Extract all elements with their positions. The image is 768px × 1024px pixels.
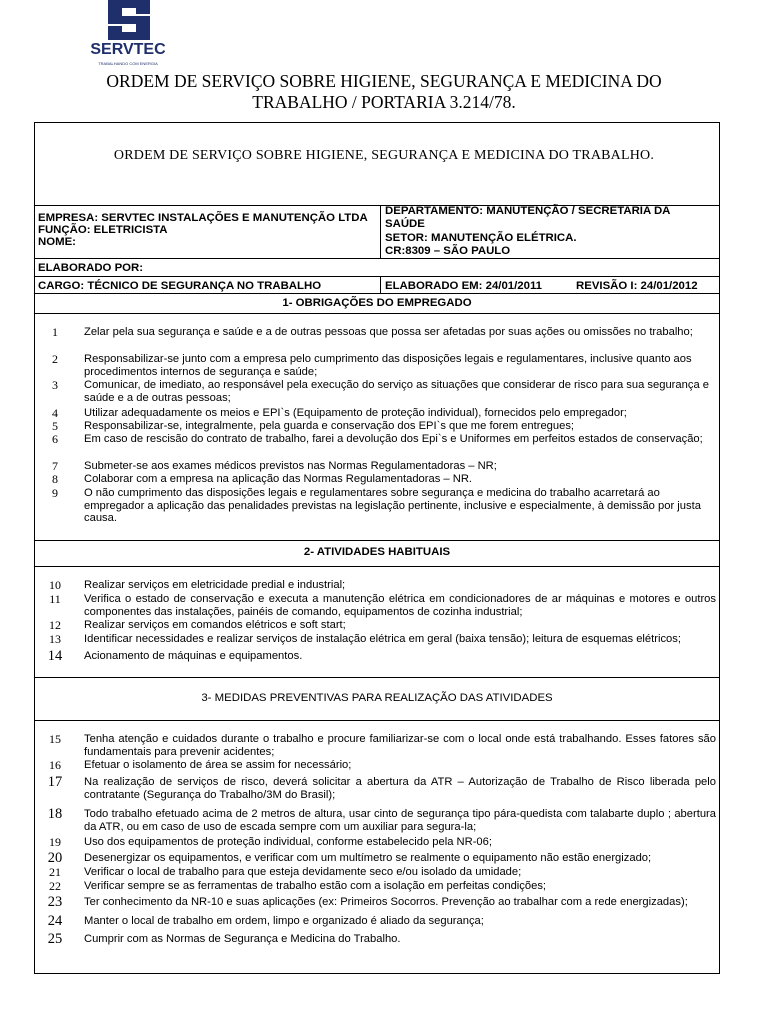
item-number: 21 (49, 865, 61, 879)
item-text: Responsabilizar-se junto com a empresa pelo cumprimento das disposições legais e regulamentares, inclusive quanto aos procedimentos internos de segurança e saúde; (84, 353, 692, 378)
funcao-field: FUNÇÃO: ELETRICISTA (38, 224, 168, 236)
item-text: Em caso de rescisão do contrato de trabalho, farei a devolução dos Epi`s e Uniformes em perfeitos estados de conservação; (84, 433, 703, 445)
servtec-logo (88, 0, 168, 68)
divider (34, 276, 720, 277)
item-text: Todo trabalho efetuado acima de 2 metros de altura, usar cinto de segurança tipo pára-quedista com talabarte duplo ; abertura da ATR, ou em caso de uso de escada sempre com um auxiliar para segura-la; (84, 808, 716, 833)
divider (34, 293, 720, 294)
item-number: 19 (49, 835, 61, 849)
divider (34, 313, 720, 314)
item-number: 22 (49, 879, 61, 893)
divider (34, 258, 720, 259)
item-number: 23 (47, 894, 63, 910)
item-text: Manter o local de trabalho em ordem, limpo e organizado é aliado da segurança; (84, 915, 484, 927)
item-number: 25 (47, 931, 63, 947)
item-text: Efetuar o isolamento de área se assim for necessário; (84, 759, 352, 771)
elaborado-por-field: ELABORADO POR: (38, 262, 144, 274)
item-text: Identificar necessidades e realizar serviços de instalação elétrica em geral (baixa tensão); leitura de esquemas elétricos; (84, 633, 681, 645)
item-text: Na realização de serviços de risco, deverá solicitar a abertura da ATR – Autorização de Trabalho de Risco liberada pelo contratante (Segurança do Trabalho/3M do Brasil); (84, 776, 716, 801)
cargo-field: CARGO: TÉCNICO DE SEGURANÇA NO TRABALHO (38, 280, 322, 292)
item-number: 12 (49, 618, 61, 632)
revisao-field: REVISÃO I: 24/01/2012 (576, 280, 698, 292)
item-text: Realizar serviços em comandos elétricos e soft start; (84, 619, 346, 631)
departamento-field-line-2: SAÚDE (385, 218, 425, 230)
form-title: ORDEM DE SERVIÇO SOBRE HIGIENE, SEGURANÇA E MEDICINA DO TRABALHO. (113, 148, 655, 163)
section-1-title: 1- OBRIGAÇÕES DO EMPREGADO (282, 297, 472, 309)
item-number: 2 (52, 352, 58, 366)
item-text: Cumprir com as Normas de Segurança e Medicina do Trabalho. (84, 933, 401, 945)
item-text: Comunicar, de imediato, ao responsável pela execução do serviço as situações que considerar de risco para sua segurança e saúde e a de outras pessoas; (84, 379, 709, 404)
item-text: Verifica o estado de conservação e executa a manutenção elétrica em condicionadores de ar máquinas e motores e outros componentes das instalações, painéis de comando, equipamentos de cozinha industrial; (84, 593, 716, 618)
item-number: 16 (49, 758, 61, 772)
logo-tagline: TRABALHANDO COM ENERGIA (98, 61, 158, 66)
item-text: Tenha atenção e cuidados durante o trabalho e procure familiarizar-se com o local onde está trabalhando. Esses fatores são fundamentais para prevenir acidentes; (84, 733, 716, 758)
item-text: Verificar sempre se as ferramentas de trabalho estão com a isolação em perfeitas condições; (84, 880, 547, 892)
page-title-line-2: TRABALHO / PORTARIA 3.214/78. (252, 92, 516, 112)
section-2-title: 2- ATIVIDADES HABITUAIS (303, 546, 451, 558)
section-3-title: 3- MEDIDAS PREVENTIVAS PARA REALIZAÇÃO DAS ATIVIDADES (201, 692, 553, 704)
servtec-logo-mark-icon (106, 0, 150, 40)
item-number: 18 (47, 806, 63, 822)
item-text: Realizar serviços em eletricidade predial e industrial; (84, 579, 346, 591)
item-number: 1 (52, 325, 58, 339)
item-text: Desenergizar os equipamentos, e verificar com um multímetro se realmente o equipamento não estão energizado; (84, 852, 652, 864)
divider (34, 540, 720, 541)
page-title (20, 71, 748, 113)
divider (380, 276, 381, 293)
divider (34, 566, 720, 567)
item-number: 11 (49, 592, 61, 606)
departamento-field-line-1: DEPARTAMENTO: MANUTENÇÃO / SECRETARIA DA (385, 205, 671, 217)
item-text: Ter conhecimento da NR-10 e suas aplicações (ex: Primeiros Socorros. Prevenção ao trabalhar com a rede energizadas); (84, 896, 688, 908)
item-text: Responsabilizar-se, integralmente, pela guarda e conservação dos EPI`s que me forem entregues; (84, 420, 575, 432)
item-text: Submeter-se aos exames médicos previstos nas Normas Regulamentadoras – NR; (84, 460, 497, 472)
item-text: Colaborar com a empresa na aplicação das Normas Regulamentadoras – NR. (84, 473, 473, 485)
item-number: 6 (52, 432, 58, 446)
item-number: 4 (52, 406, 58, 420)
item-number: 15 (49, 732, 61, 746)
item-text: Acionamento de máquinas e equipamentos. (84, 650, 303, 662)
item-number: 9 (52, 486, 58, 500)
item-number: 20 (47, 850, 63, 866)
divider (34, 677, 720, 678)
item-number: 14 (47, 648, 63, 664)
cr-field: CR:8309 – SÃO PAULO (385, 245, 511, 257)
item-text: Uso dos equipamentos de proteção individual, conforme estabelecido pela NR-06; (84, 836, 492, 848)
divider (34, 720, 720, 721)
item-text: O não cumprimento das disposições legais e regulamentares sobre segurança e medicina do trabalho acarretará ao empregador a aplicação das penalidades previstas na legislação pertinente, inclusive e especialmente, à demissão por justa causa. (84, 487, 701, 524)
elaborado-em-field: ELABORADO EM: 24/01/2011 (385, 280, 542, 292)
page-title-line-1: ORDEM DE SERVIÇO SOBRE HIGIENE, SEGURANÇA E MEDICINA DO (106, 71, 662, 91)
item-number: 10 (49, 578, 61, 592)
item-number: 7 (52, 459, 58, 473)
item-text: Utilizar adequadamente os meios e EPI`s (Equipamento de proteção individual), fornecidos pelo empregador; (84, 407, 627, 419)
divider (380, 205, 381, 258)
item-number: 24 (47, 913, 63, 929)
item-number: 17 (47, 774, 63, 790)
logo-name: SERVTEC (90, 41, 166, 58)
empresa-field: EMPRESA: SERVTEC INSTALAÇÕES E MANUTENÇÃO LTDA (38, 212, 368, 224)
setor-field: SETOR: MANUTENÇÃO ELÉTRICA. (385, 232, 577, 244)
item-number: 5 (52, 419, 58, 433)
item-number: 8 (52, 472, 58, 486)
item-number: 3 (52, 378, 58, 392)
item-number: 13 (49, 632, 61, 646)
item-text: Verificar o local de trabalho para que esteja devidamente seco e/ou isolado da umidade; (84, 866, 522, 878)
item-text: Zelar pela sua segurança e saúde e a de outras pessoas que possa ser afetadas por suas ações ou omissões no trabalho; (84, 326, 693, 338)
nome-field: NOME: (38, 236, 76, 248)
